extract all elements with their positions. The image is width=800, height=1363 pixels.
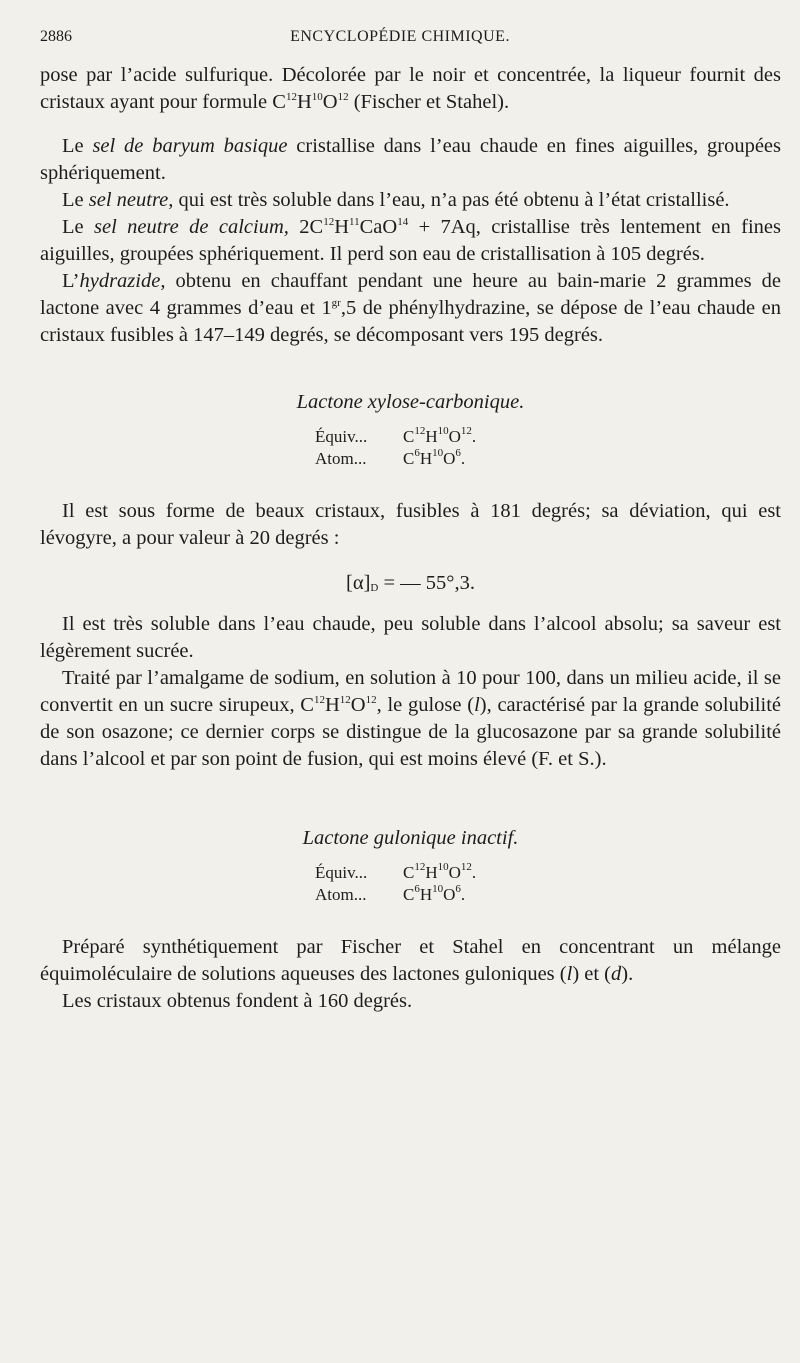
paragraph-sodium-amalgam: Traité par l’amalgame de sodium, en solution à 10 pour 100, dans un milieu acide, il se convertit en un sucre sirupeux, $C^{12}H^{12}O^{12}$, le gulose (l), caractérisé par la grande solubilité de son osazone; ce dernier corps se distingue de la glucosazone par sa grande solubilité dans l’alcool et par son point de fusion, qui est moins élevé (F. et S.). xyxy=(40,667,781,770)
paragraph-barium-salt: Le sel de baryum basique cristallise dans l’eau chaude en fines aiguilles, groupées sphériquement. xyxy=(40,135,782,184)
paragraph-crystals: Il est sous forme de beaux cristaux, fusibles à 181 degrés; sa déviation, qui est lévogyre, a pour valeur à 20 degrés : xyxy=(40,500,781,549)
rotation-formula: $[\alpha]_D$ = — 55°,3. xyxy=(346,572,475,594)
formula-block-xylose xyxy=(315,426,781,470)
atom-row: Atom... $C^6H^{10}O^6$. xyxy=(315,883,466,904)
formula-block-gulonique xyxy=(315,862,781,906)
equiv-row: Équiv... $C^{12}H^{10}O^{12}$. xyxy=(315,425,477,446)
running-title: ENCYCLOPÉDIE CHIMIQUE. xyxy=(290,28,510,45)
section-title-gulonique: Lactone gulonique inactif. xyxy=(302,827,519,849)
paragraph-calcium-salt: Le sel neutre de calcium, $2C^{12}H^{11}CaO^{14} + 7Aq$, cristallise très lentement en fines aiguilles, groupées sphériquement. Il perd son eau de cristallisation à 105 degrés. xyxy=(40,216,781,265)
paragraph-formula: pose par l’acide sulfurique. Décolorée par le noir et concentrée, la liqueur fournit des cristaux ayant pour formule $C^{12}H^{10}O^{12}$ (Fischer et Stahel). xyxy=(40,64,781,113)
section-title-xylose: Lactone xylose-carbonique. xyxy=(296,391,525,413)
page-body xyxy=(40,62,781,1015)
atom-row: Atom... $C^6H^{10}O^6$. xyxy=(315,447,466,468)
page-header xyxy=(40,28,760,52)
paragraph-hydrazide: L’hydrazide, obtenu en chauffant pendant une heure au bain-marie 2 grammes de lactone avec 4 grammes d’eau et $1^{gr},5$ de phénylhydrazine, se dépose de l’eau chaude en cristaux fusibles à 147–149 degrés, se décomposant vers 195 degrés. xyxy=(40,270,781,346)
paragraph-synthesis: Préparé synthétiquement par Fischer et Stahel en concentrant un mélange équimoléculaire de solutions aqueuses des lactones guloniques (l) et (d). xyxy=(40,936,781,985)
paragraph-neutral-salt: Le sel neutre, qui est très soluble dans l’eau, n’a pas été obtenu à l’état cristallisé. xyxy=(62,189,730,211)
paragraph-melting-point: Les cristaux obtenus fondent à 160 degrés. xyxy=(62,990,413,1012)
paragraph-solubility: Il est très soluble dans l’eau chaude, peu soluble dans l’alcool absolu; sa saveur est légèrement sucrée. xyxy=(40,613,781,662)
page-number: 2886 xyxy=(40,28,72,45)
equiv-row: Équiv... $C^{12}H^{10}O^{12}$. xyxy=(315,861,477,882)
